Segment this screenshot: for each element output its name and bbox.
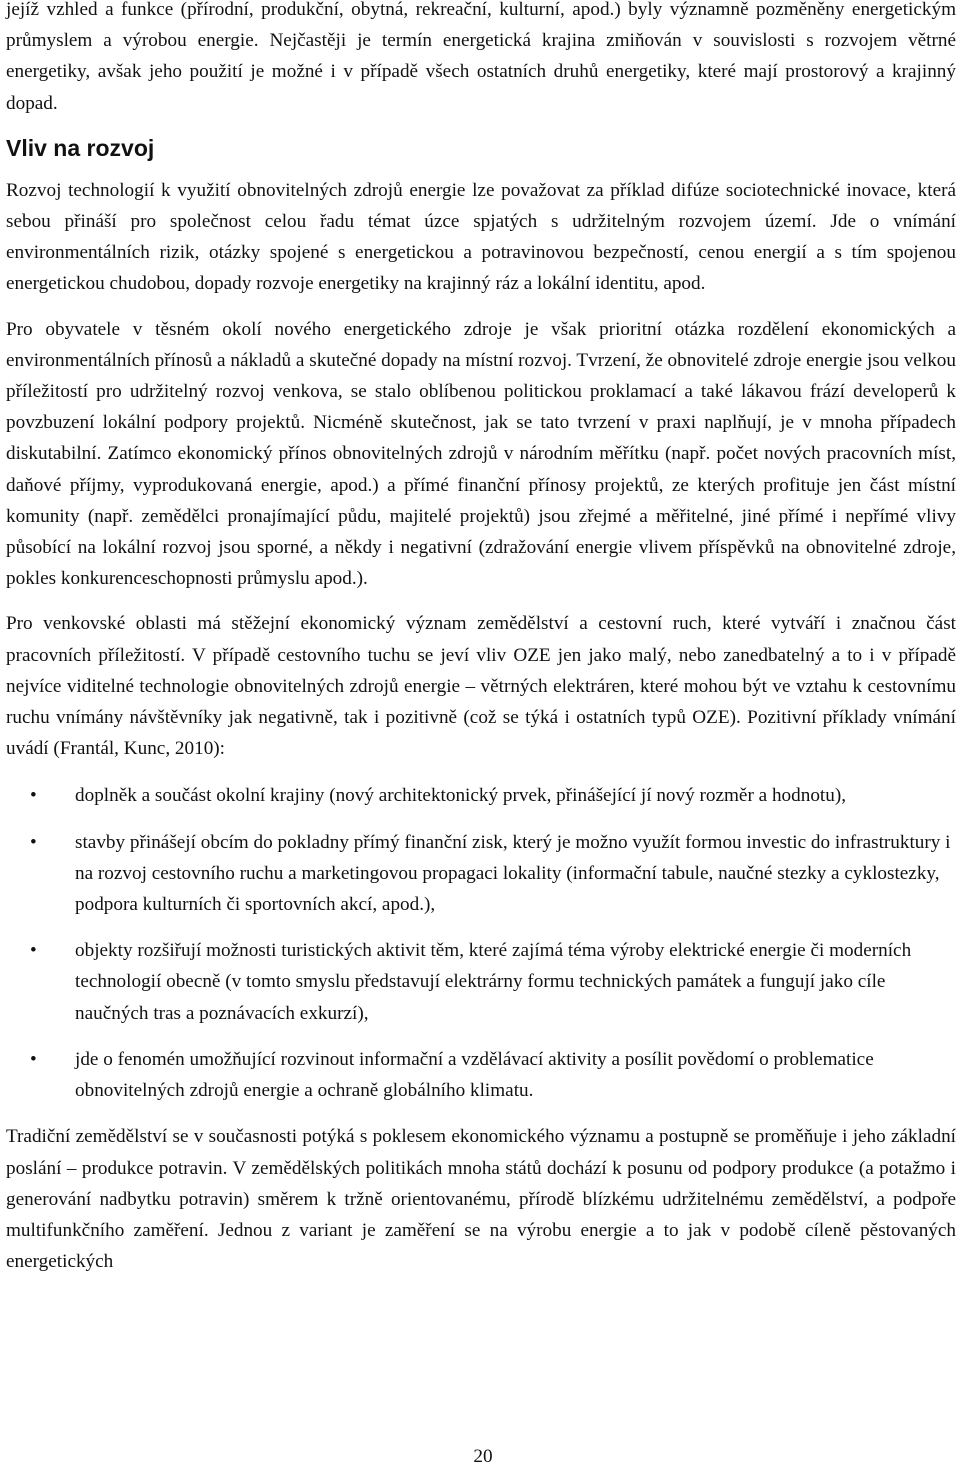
list-item [6,827,956,921]
list-item [6,1044,956,1106]
bullet-list [6,780,956,1106]
closing-paragraph: Tradiční zemědělství se v současnosti potýká s poklesem ekonomického významu a postupně se proměňuje i jeho základní poslání – produkce potravin. V zemědělských politikách mnoha států dochází k posunu od podpory produkce (a potažmo i generování nadbytku potravin) směrem k tržně orientovanému, přírodě blízkému udržitelnému zemědělství, a podpoře multifunkčního zaměření. Jednou z variant je zaměření se na výrobu energie a to jak v podobě cíleně pěstovaných energetických [6,1126,956,1273]
list-item-text: objekty rozšiřují možnosti turistických aktivit těm, které zajímá téma výroby elektrické energie či moderních technologií obecně (v tomto smyslu představují elektrárny formu technických památek a fungují jako cíle naučných tras a poznávacích exkurzí), [75,940,912,1024]
paragraph-rozvoj: Rozvoj technologií k využití obnovitelných zdrojů energie lze považovat za příklad difúze sociotechnické inovace, která sebou přináší pro společnost celou řadu témat úzce spjatých s udržitelným rozvojem území. Jde o vnímání environmentálních rizik, otázky spojené s energetickou a potravinovou bezpečností, cenou energií a s tím spojenou energetickou chudobou, dopady rozvoje energetiky na krajinný ráz a lokální identitu, apod. [6,179,956,295]
paragraph-venkov: Pro venkovské oblasti má stěžejní ekonomický význam zemědělství a cestovní ruch, které vytváří i značnou část pracovních příležitostí. V případě cestovního tuchu se jeví vliv OZE jen jako malý, nebo zanedbatelný a to i v případě nejvíce viditelné technologie obnovitelných zdrojů energie – větrných elektráren, které mohou být ve vztahu k cestovnímu ruchu vnímány návštěvníky jak negativně, tak i pozitivně (což se týká i ostatních typů OZE). Pozitivní příklady vnímání uvádí (Frantál, Kunc, 2010): [6,613,956,760]
list-item-text: jde o fenomén umožňující rozvinout informační a vzdělávací aktivity a posílit povědomí o problematice obnovitelných zdrojů energie a ochraně globálního klimatu. [75,1048,874,1102]
list-item-text: stavby přinášejí obcím do pokladny přímý finanční zisk, který je možno využít formou investic do infrastruktury i na rozvoj cestovního ruchu a marketingovou propagaci lokality (informační tabule, naučné stezky a cyklostezky, podpora kulturních či sportovních akcí, apod.), [75,831,951,916]
bullet-dot-icon: • [30,785,37,807]
section-heading: Vliv na rozvoj [6,134,155,161]
paragraph-obyvatele: Pro obyvatele v těsném okolí nového energetického zdroje je však prioritní otázka rozdělení ekonomických a environmentálních přínosů a nákladů a skutečné dopady na místní rozvoj. Tvrzení, že obnovitelé zdroje energie jsou velkou příležitostí pro udržitelný rozvoj venkova, se stalo oblíbenou politickou proklamací a také lákavou frází developerů k povzbuzení lokální podpory projektů. Nicméně skutečnost, jak se tato tvrzení v praxi naplňují, je v mnoha případech diskutabilní. Zatímco ekonomický přínos obnovitelných zdrojů v národním měřítku (např. počet nových pracovních míst, daňové příjmy, vyprodukovaná energie, apod.) a přímé finanční přínosy projektů, ze kterých profituje jen část místní komunity (např. zemědělci pronajímající půdu, majitelé projektů) jsou zřejmé a měřitelné, jiné přímé i nepřímé vlivy působící na lokální rozvoj jsou sporné, a někdy i negativní (zdražování energie vlivem příspěvků na obnovitelné zdroje, pokles konkurenceschopnosti průmyslu apod.). [6,318,956,590]
page-number: 20 [473,1446,493,1467]
bullet-dot-icon: • [30,831,37,853]
bullet-dot-icon: • [30,940,37,962]
list-item-text: doplněk a součást okolní krajiny (nový architektonický prvek, přinášející jí nový rozměr a hodnotu), [75,785,847,807]
intro-paragraph: jejíž vzhled a funkce (přírodní, produkční, obytná, rekreační, kulturní, apod.) byly významně pozměněny energetickým průmyslem a výrobou energie. Nejčastěji je termín energetická krajina zmiňován v souvislosti s rozvojem větrné energetiky, avšak jeho použití je možné i v případě všech ostatních druhů energetiky, které mají prostorový a krajinný dopad. [6,0,956,114]
bullet-dot-icon: • [30,1048,37,1070]
list-item [6,780,956,811]
document-page [6,0,956,1277]
list-item [6,935,956,1029]
